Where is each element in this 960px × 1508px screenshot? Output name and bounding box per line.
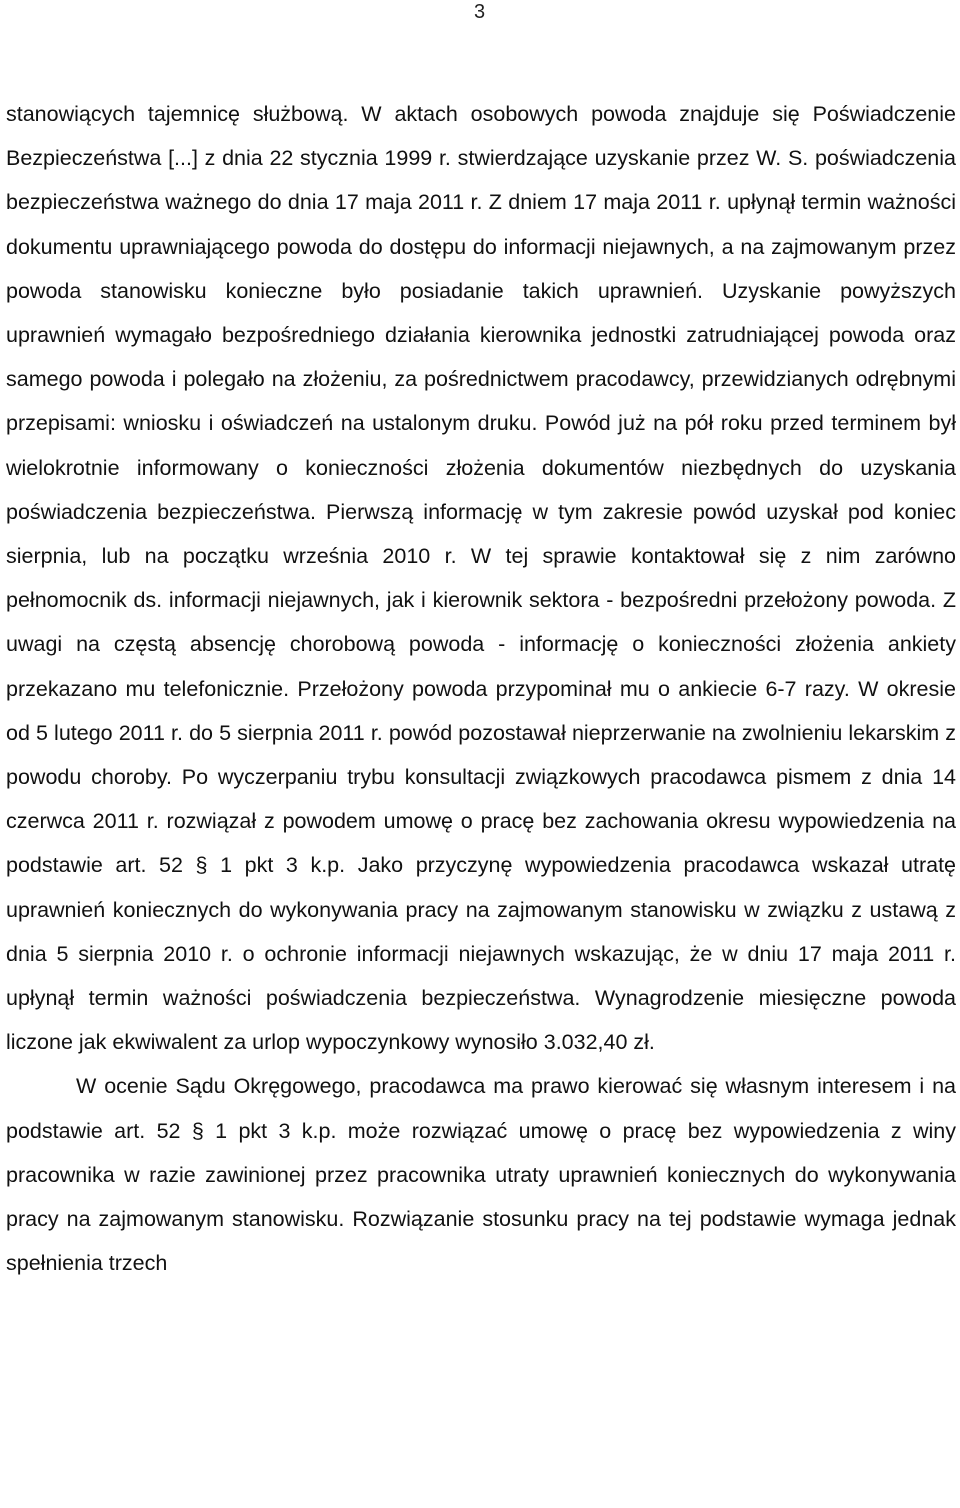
page-number: 3 xyxy=(474,1,486,23)
paragraph-2: W ocenie Sądu Okręgowego, pracodawca ma prawo kierować się własnym interesem i na podstawie art. 52 § 1 pkt 3 k.p. może rozwiązać umowę o pracę bez wypowiedzenia z winy pracownika w razie zawinionej przez pracownika utraty uprawnień koniecznych do wykonywania pracy na zajmowanym stanowisku. Rozwiązanie stosunku pracy na tej podstawie wymaga jednak spełnienia trzech xyxy=(6,1074,956,1276)
paragraph-1: stanowiących tajemnicę służbową. W aktach osobowych powoda znajduje się Poświadczenie Bezpieczeństwa [...] z dnia 22 stycznia 1999 r. stwierdzające uzyskanie przez W. S. poświadczenia bezpieczeństwa ważnego do dnia 17 maja 2011 r. Z dniem 17 maja 2011 r. upłynął termin ważności dokumentu uprawniającego powoda do dostępu do informacji niejawnych, a na zajmowanym przez powoda stanowisku konieczne było posiadanie takich uprawnień. Uzyskanie powyższych uprawnień wymagało bezpośredniego działania kierownika jednostki zatrudniającej powoda oraz samego powoda i polegało na złożeniu, za pośrednictwem pracodawcy, przewidzianych odrębnymi przepisami: wniosku i oświadczeń na ustalonym druku. Powód już na pół roku przed terminem był wielokrotnie informowany o konieczności złożenia dokumentów niezbędnych do uzyskania poświadczenia bezpieczeństwa. Pierwszą informację w tym zakresie powód uzyskał pod koniec sierpnia, lub na początku września 2010 r. W tej sprawie kontaktował się z nim zarówno pełnomocnik ds. informacji niejawnych, jak i kierownik sektora - bezpośredni przełożony powoda. Z uwagi na częstą absencję chorobową powoda - informację o konieczności złożenia ankiety przekazano mu telefonicznie. Przełożony powoda przypominał mu o ankiecie 6-7 razy. W okresie od 5 lutego 2011 r. do 5 sierpnia 2011 r. powód pozostawał nieprzerwanie na zwolnieniu lekarskim z powodu choroby. Po wyczerpaniu trybu konsultacji związkowych pracodawca pismem z dnia 14 czerwca 2011 r. rozwiązał z powodem umowę o pracę bez zachowania okresu wypowiedzenia na podstawie art. 52 § 1 pkt 3 k.p. Jako przyczynę wypowiedzenia pracodawca wskazał utratę uprawnień koniecznych do wykonywania pracy na zajmowanym stanowisku w związku z ustawą z dnia 5 sierpnia 2010 r. o ochronie informacji niejawnych wskazując, że w dniu 17 maja 2011 r. upłynął termin ważności poświadczenia bezpieczeństwa. Wynagrodzenie miesięczne powoda liczone jak ekwiwalent za urlop wypoczynkowy wynosiło 3.032,40 zł. xyxy=(6,102,956,1055)
document-body xyxy=(6,92,956,1285)
